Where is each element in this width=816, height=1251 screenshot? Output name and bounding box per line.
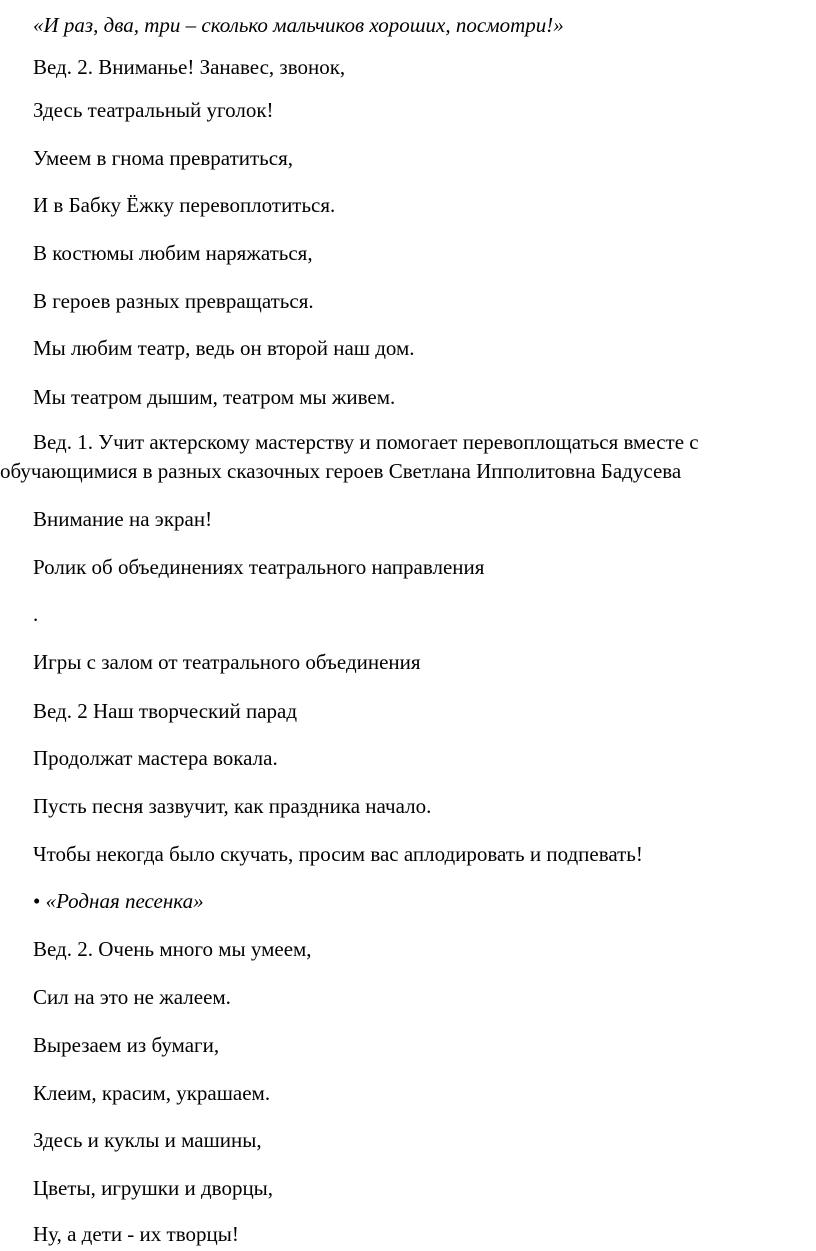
text-line: . [33,602,39,626]
bullet-icon: • [33,889,41,913]
text-line: Мы театром дышим, театром мы живем. [33,385,396,409]
text-line: Здесь театральный уголок! [33,98,274,122]
text-line: Мы любим театр, ведь он второй наш дом. [33,336,415,360]
text-line: Ролик об объединениях театрального направления [33,555,485,579]
text-line: Пусть песня зазвучит, как праздника начало. [33,794,432,818]
text-line: Вед. 2. Очень много мы умеем, [33,937,312,961]
text-line: Игры с залом от театрального объединения [33,650,421,674]
song-title: «Родная песенка» [45,889,204,913]
ved1-paragraph [0,428,816,486]
quote-line: «И раз, два, три – сколько мальчиков хороших, посмотри!» [33,13,564,37]
text-line: Внимание на экран! [33,507,213,531]
text-line: В героев разных превращаться. [33,289,314,313]
text-line: Ну, а дети - их творцы! [33,1222,239,1246]
text-line: Здесь и куклы и машины, [33,1128,262,1152]
text-line: Вед. 2. Вниманье! Занавес, звонок, [33,55,346,79]
ved1-paragraph-line1: Вед. 1. Учит актерскому мастерству и помогает перевоплощаться вместе с [33,430,699,454]
text-line: В костюмы любим наряжаться, [33,241,313,265]
text-line: Чтобы некогда было скучать, просим вас аплодировать и подпевать! [33,842,643,866]
text-line: Клеим, красим, украшаем. [33,1081,271,1105]
ved1-paragraph-line2: обучающимися в разных сказочных героев Светлана Ипполитовна Бадусева [0,459,682,483]
text-line: Вед. 2 Наш творческий парад [33,699,298,723]
song-item [33,888,204,914]
text-line: Цветы, игрушки и дворцы, [33,1176,274,1200]
text-line: Умеем в гнома превратиться, [33,146,293,170]
text-line: И в Бабку Ёжку перевоплотиться. [33,193,336,217]
text-line: Вырезаем из бумаги, [33,1033,220,1057]
text-line: Продолжат мастера вокала. [33,746,278,770]
text-line: Сил на это не жалеем. [33,985,231,1009]
